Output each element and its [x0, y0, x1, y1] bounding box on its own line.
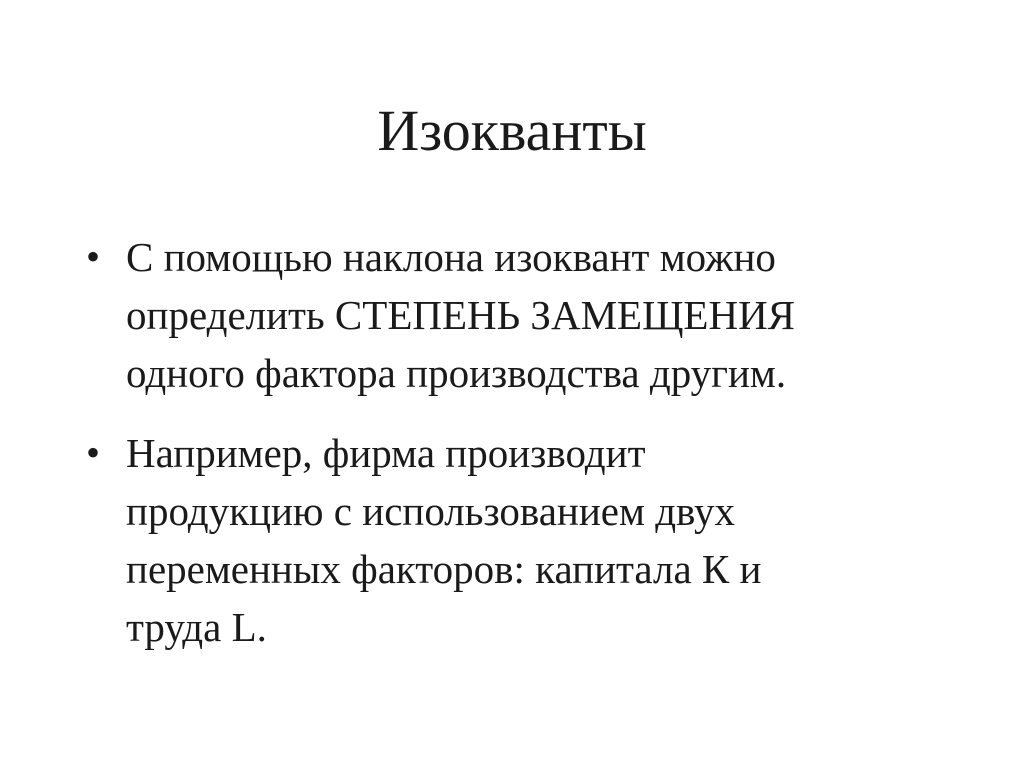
bullet-text-line: продукцию с использованием двух — [126, 488, 736, 534]
bullet-item — [86, 228, 966, 402]
bullet-marker: • — [86, 430, 101, 475]
bullet-text-line: определить СТЕПЕНЬ ЗАМЕЩЕНИЯ — [126, 292, 796, 338]
bullet-marker: • — [86, 234, 101, 279]
bullet-text-line: С помощью наклона изоквант можно — [126, 234, 776, 280]
slide-title: Изокванты — [377, 98, 647, 163]
bullet-list — [86, 228, 966, 678]
bullet-text-line: Например, фирма производит — [126, 430, 646, 476]
bullet-text-line: одного фактора производства другим. — [126, 350, 787, 396]
bullet-item — [86, 424, 966, 656]
bullet-text-line: переменных факторов: капитала К и — [126, 546, 762, 592]
bullet-text-line: труда L. — [126, 604, 267, 650]
